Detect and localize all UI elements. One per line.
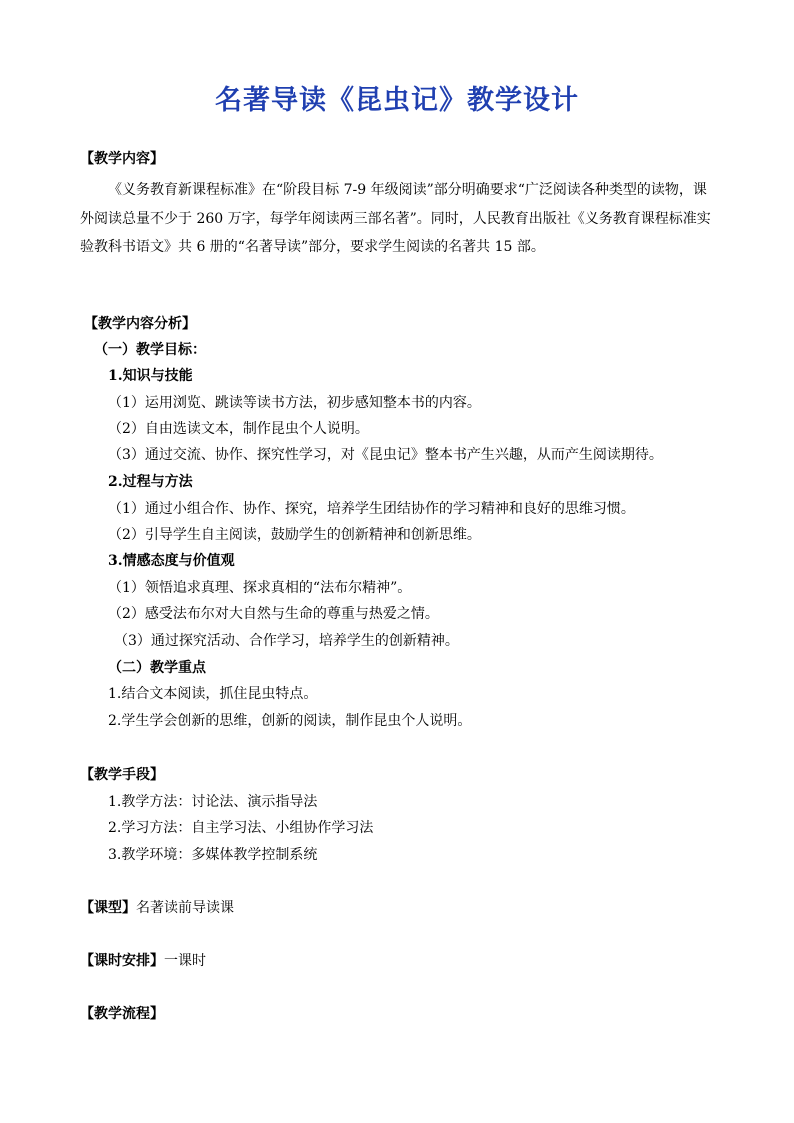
lesson-type-value: 名著读前导读课 [136, 900, 234, 916]
focus-item: 2.学生学会创新的思维，创新的阅读，制作昆虫个人说明。 [108, 713, 472, 729]
goal-1-item: （2）自由选读文本，制作昆虫个人说明。 [108, 421, 369, 437]
goal-3-heading: 3.情感态度与价值观 [108, 553, 235, 569]
focus-heading: （二）教学重点 [108, 660, 206, 676]
goal-1-item: （3）通过交流、协作、探究性学习，对《昆虫记》整本书产生兴趣，从而产生阅读期待。 [108, 447, 663, 463]
lesson-type-label: 【课型】 [80, 900, 136, 916]
goal-3-item: （1）领悟追求真理、探求真相的“法布尔精神”。 [108, 580, 412, 596]
goal-2-item: （2）引导学生自主阅读，鼓励学生的创新精神和创新思维。 [108, 527, 481, 543]
goals-heading: （一）教学目标： [94, 342, 206, 358]
means-item: 2.学习方法：自主学习法、小组协作学习法 [108, 820, 374, 836]
document-title: 名著导读《昆虫记》教学设计 [215, 85, 579, 116]
flow-heading: 【教学流程】 [80, 1006, 164, 1022]
goal-3-item: （2）感受法布尔对大自然与生命的尊重与热爱之情。 [108, 606, 439, 622]
schedule-label: 【课时安排】 [80, 953, 164, 969]
goal-2-item: （1）通过小组合作、协作、探究，培养学生团结协作的学习精神和良好的思维习惯。 [108, 501, 635, 517]
schedule-value: 一课时 [164, 953, 206, 969]
goal-2-heading: 2.过程与方法 [108, 474, 193, 490]
goal-1-heading: 1.知识与技能 [108, 368, 193, 384]
goal-3-item: （3）通过探究活动、合作学习，培养学生的创新精神。 [114, 633, 459, 649]
content-paragraph: 《义务教育新课程标准》在“阶段目标 7-9 年级阅读”部分明确要求“广泛阅读各种类型的读物，课外阅读总量不少于 260 万字，每学年阅读两三部名著”。同时，人民教育出版社《义务教育课程标准实验教科书语文》共 6 册的“名著导读”部分，要求学生阅读的名著共 15 部。 [80, 182, 711, 255]
goal-1-item: （1）运用浏览、跳读等读书方法，初步感知整本书的内容。 [108, 395, 481, 411]
means-item: 3.教学环境：多媒体教学控制系统 [108, 847, 318, 863]
content-heading: 【教学内容】 [80, 151, 164, 167]
analysis-heading: 【教学内容分析】 [84, 316, 196, 332]
means-heading: 【教学手段】 [80, 767, 164, 783]
lesson-type [80, 899, 234, 917]
schedule [80, 952, 206, 970]
means-item: 1.教学方法：讨论法、演示指导法 [108, 794, 318, 810]
focus-item: 1.结合文本阅读，抓住昆虫特点。 [108, 686, 318, 702]
